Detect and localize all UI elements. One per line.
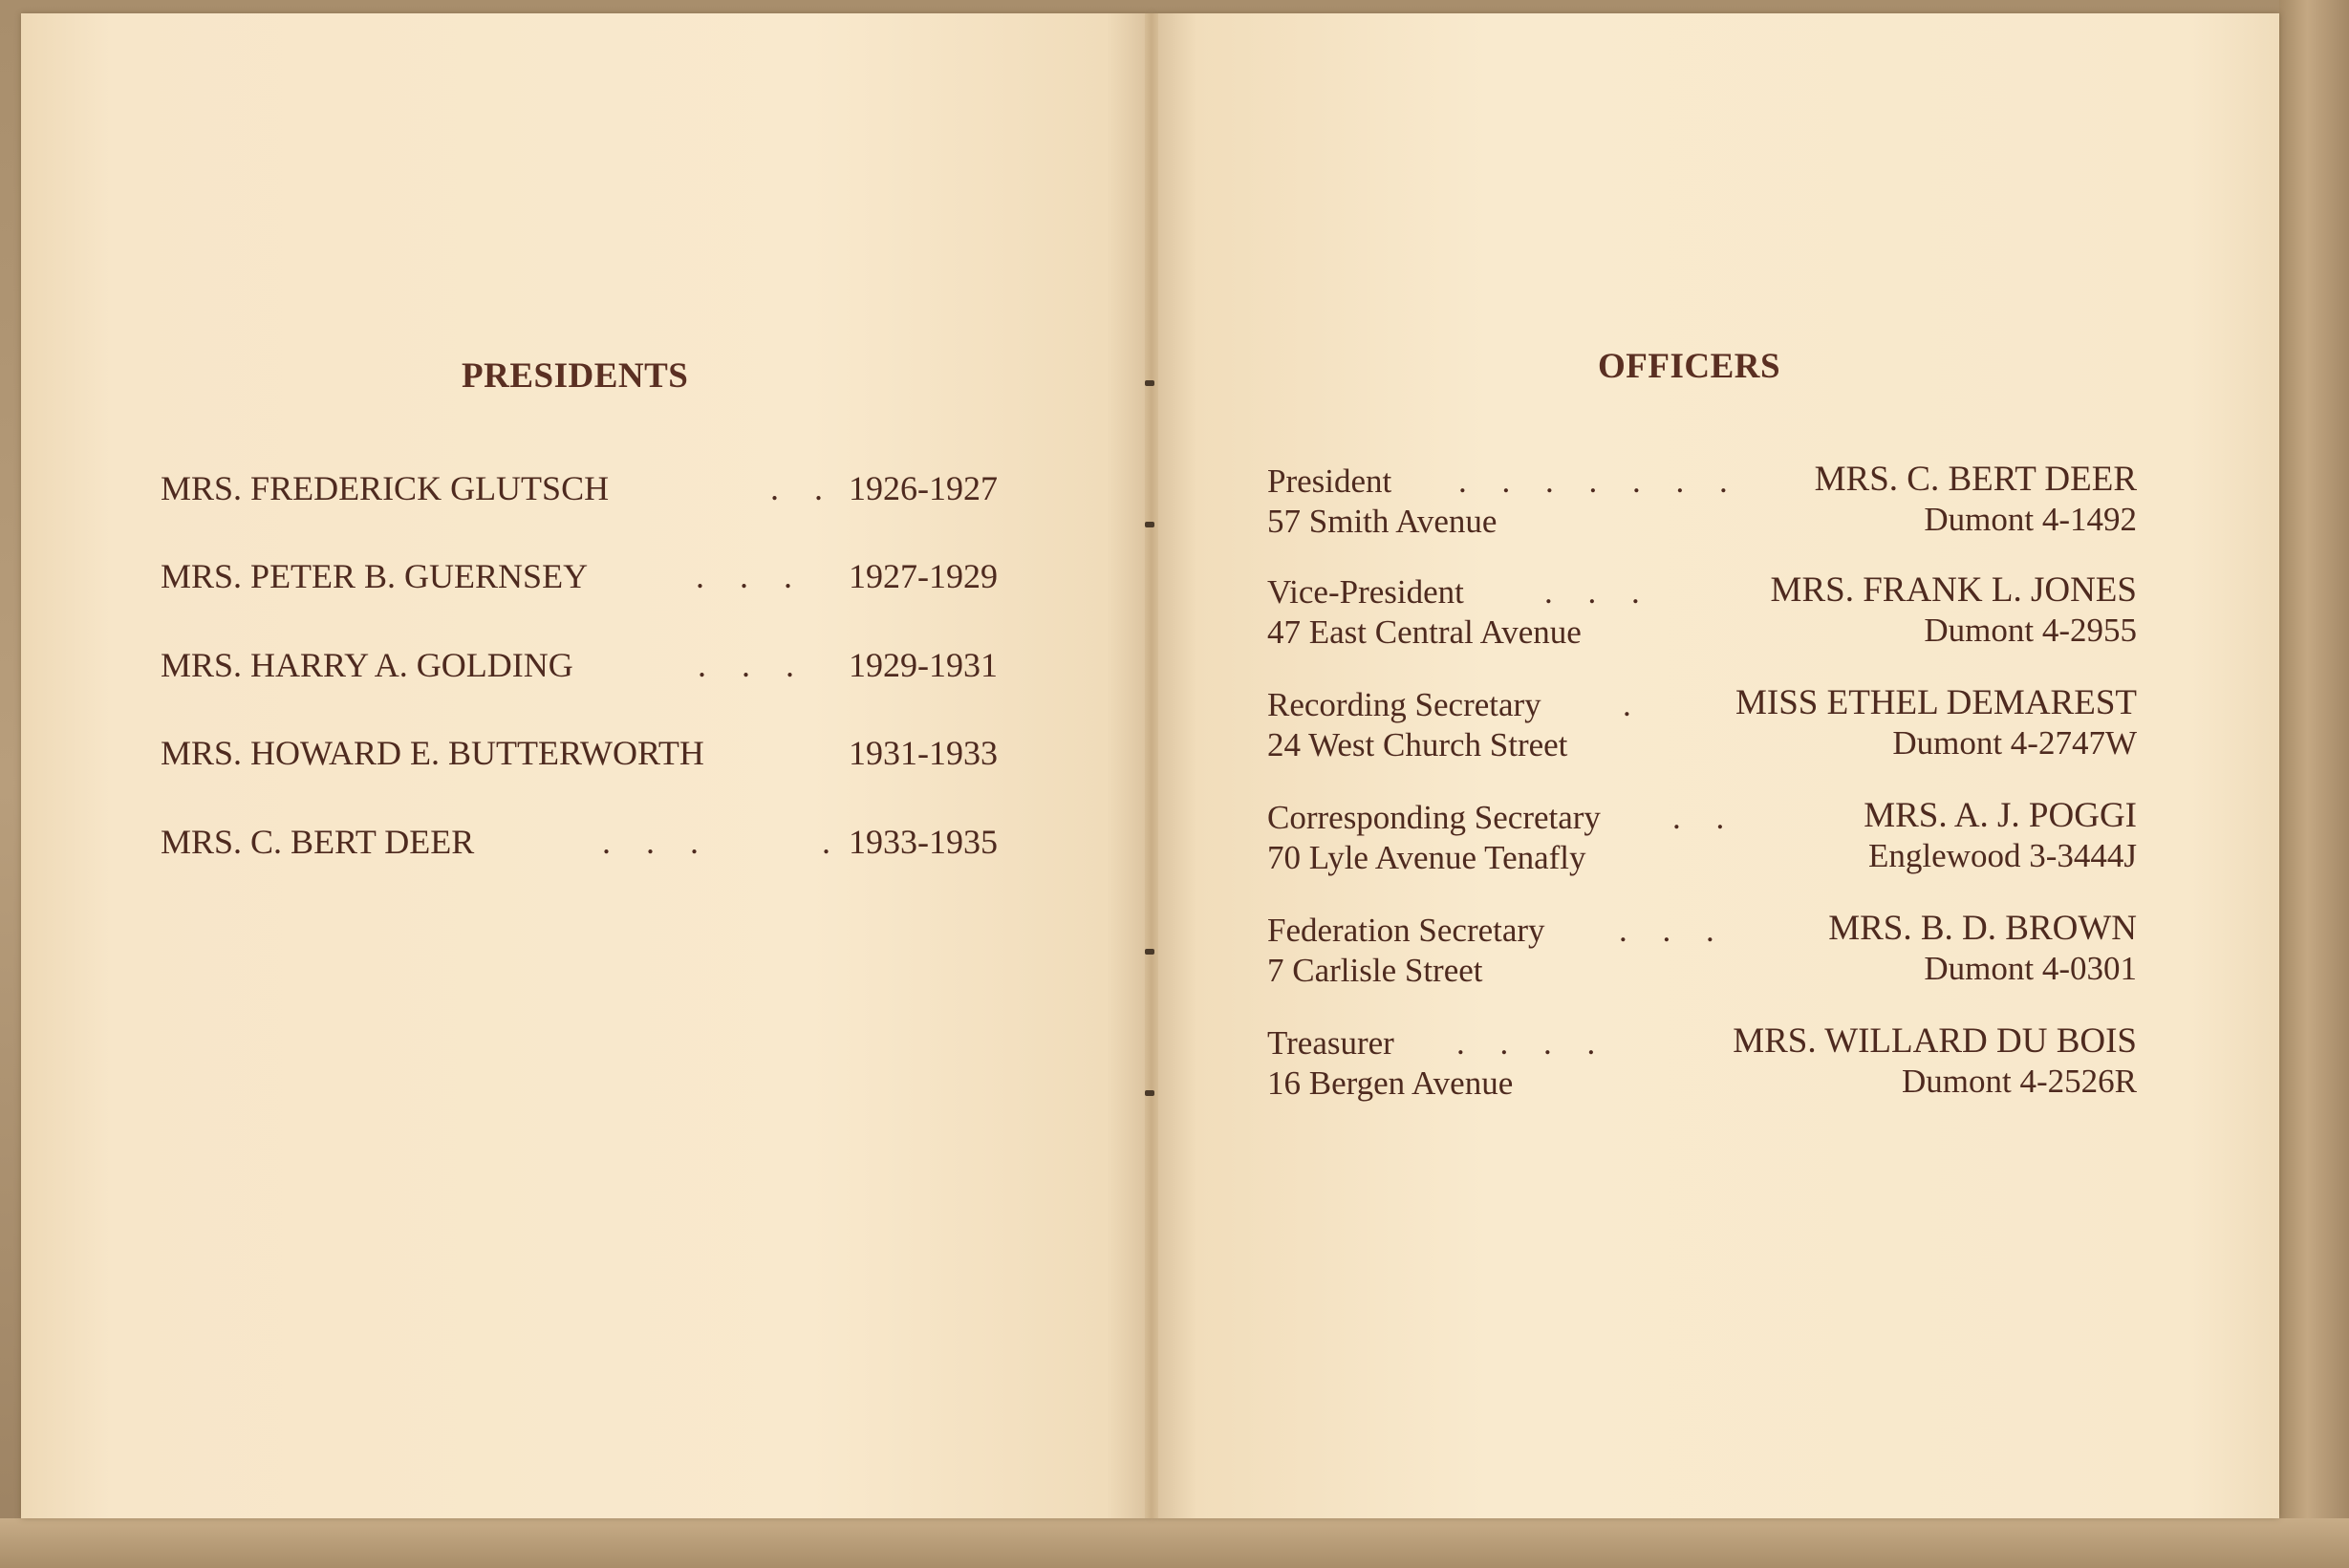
- officer-title: Treasurer: [1267, 1024, 1394, 1062]
- president-years: 1927-1929: [849, 557, 998, 595]
- leader-dots: . . .: [696, 557, 806, 595]
- officer-entry: [1267, 462, 2137, 558]
- president-name: MRS. FREDERICK GLUTSCH: [161, 469, 610, 507]
- cover-edge-right: [2279, 0, 2349, 1568]
- officer-entry: [1267, 796, 2137, 894]
- officer-address: 70 Lyle Avenue Tenafly: [1267, 839, 1586, 876]
- leader-dots: . . .: [1619, 912, 1728, 949]
- officer-name: MISS ETHEL DEMAREST: [1735, 683, 2137, 722]
- presidents-heading: PRESIDENTS: [462, 356, 689, 396]
- president-row: [161, 645, 1021, 693]
- president-years: 1931-1933: [849, 734, 998, 772]
- leader-dots: . .: [1672, 799, 1738, 836]
- leader-dots: . . . . . . .: [1458, 462, 1741, 500]
- officer-address: 24 West Church Street: [1267, 726, 1568, 763]
- president-name: MRS. PETER B. GUERNSEY: [161, 557, 589, 595]
- leader-dots: . .: [770, 469, 836, 507]
- officer-entry: [1267, 683, 2137, 782]
- leader-dots: . . .: [1544, 573, 1653, 611]
- president-name: MRS. C. BERT DEER: [161, 823, 475, 861]
- officer-address: 57 Smith Avenue: [1267, 503, 1498, 540]
- officer-entry: [1267, 570, 2137, 669]
- officer-entry: [1267, 1021, 2137, 1120]
- officer-phone: Dumont 4-2747W: [1892, 724, 2137, 762]
- stitch-mark: [1145, 949, 1154, 955]
- leader-dots: . . .: [698, 646, 808, 684]
- president-years: 1926-1927: [849, 469, 998, 507]
- president-row: [161, 556, 1021, 604]
- stitch-mark: [1145, 380, 1154, 386]
- cover-edge-bottom: [0, 1518, 2349, 1568]
- officer-address: 16 Bergen Avenue: [1267, 1064, 1514, 1102]
- officer-title: President: [1267, 462, 1392, 500]
- officer-entry: [1267, 909, 2137, 1007]
- officer-name: MRS. B. D. BROWN: [1828, 909, 2137, 948]
- leader-dots: . . . .: [1456, 1024, 1609, 1062]
- president-name: MRS. HARRY A. GOLDING: [161, 646, 573, 684]
- stitch-mark: [1145, 522, 1154, 527]
- officer-address: 47 East Central Avenue: [1267, 613, 1582, 651]
- officer-name: MRS. FRANK L. JONES: [1770, 570, 2137, 610]
- officer-title: Vice-President: [1267, 573, 1464, 611]
- president-years: 1933-1935: [849, 823, 998, 861]
- officer-name: MRS. WILLARD DU BOIS: [1733, 1021, 2137, 1061]
- officer-title: Recording Secretary: [1267, 686, 1541, 723]
- officer-phone: Dumont 4-2526R: [1902, 1063, 2137, 1100]
- officer-name: MRS. C. BERT DEER: [1814, 460, 2137, 499]
- leader-dots: .: [1623, 686, 1645, 723]
- officer-phone: Dumont 4-2955: [1924, 612, 2137, 649]
- president-row: [161, 468, 1021, 516]
- officer-address: 7 Carlisle Street: [1267, 952, 1483, 989]
- president-row: [161, 822, 1021, 870]
- officer-title: Federation Secretary: [1267, 912, 1545, 949]
- leader-dots: . . . .: [602, 823, 844, 861]
- officer-phone: Dumont 4-0301: [1924, 950, 2137, 987]
- officer-name: MRS. A. J. POGGI: [1864, 796, 2137, 835]
- spine-gutter: [1145, 13, 1158, 1518]
- officer-phone: Englewood 3-3444J: [1868, 837, 2137, 874]
- president-years: 1929-1931: [849, 646, 998, 684]
- officers-heading: OFFICERS: [1598, 347, 1781, 386]
- president-row: [161, 733, 1021, 781]
- president-name: MRS. HOWARD E. BUTTERWORTH: [161, 734, 704, 772]
- officer-phone: Dumont 4-1492: [1924, 501, 2137, 538]
- stitch-mark: [1145, 1090, 1154, 1096]
- officer-title: Corresponding Secretary: [1267, 799, 1601, 836]
